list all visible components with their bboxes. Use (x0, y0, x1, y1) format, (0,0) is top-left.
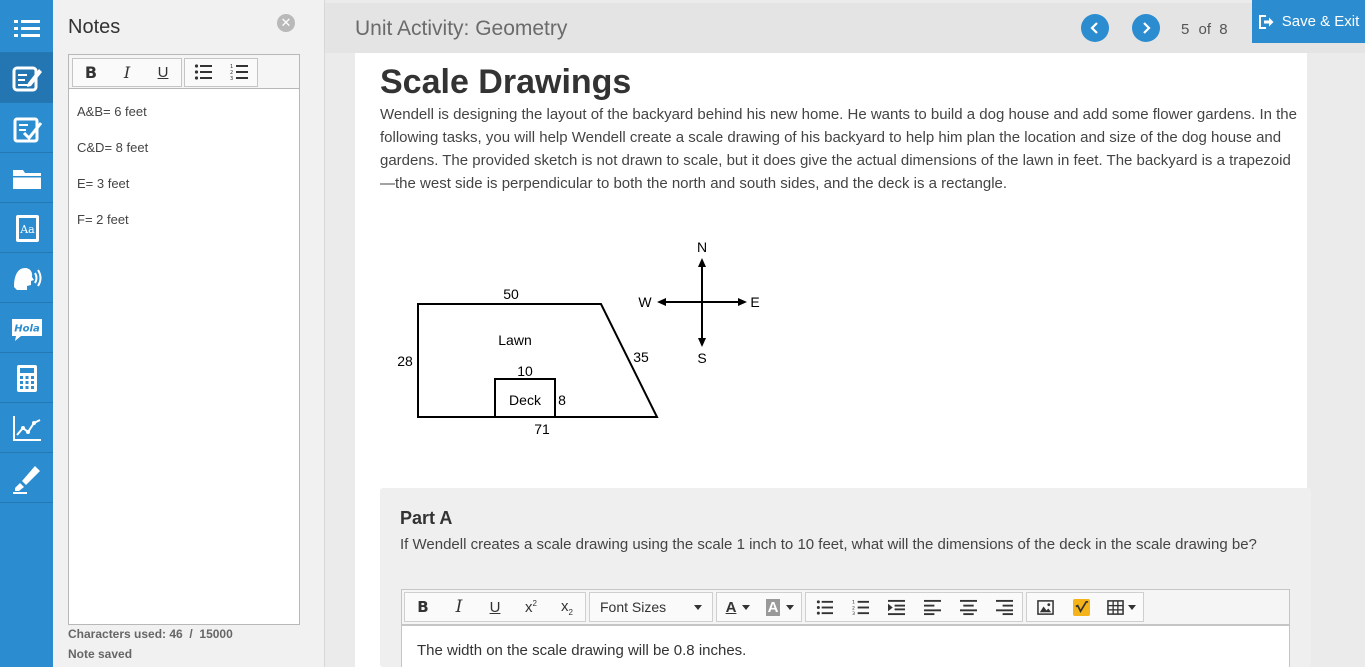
svg-text:Hola: Hola (13, 323, 40, 334)
notes-toolbar (68, 54, 300, 89)
save-and-exit-label: Save & Exit (1281, 13, 1360, 30)
list-icon (10, 11, 44, 45)
subscript-icon: $x_2$ (561, 597, 573, 617)
bullet-list-icon (194, 63, 212, 81)
background-color-button[interactable] (759, 593, 801, 621)
editor-bullet-list-button[interactable] (806, 593, 842, 621)
next-page-button[interactable] (1132, 14, 1160, 42)
notes-text-area[interactable] (68, 88, 300, 625)
highlighter-button[interactable] (0, 453, 53, 503)
label-lawn: Lawn (498, 332, 532, 348)
text-to-speech-button[interactable] (0, 253, 53, 303)
font-size-group (589, 592, 713, 622)
editor-bold-button[interactable] (405, 593, 441, 621)
main-area (325, 0, 1365, 667)
insert-group (1026, 592, 1144, 622)
note-line: E= 3 feet (77, 176, 130, 191)
insert-equation-button[interactable] (1063, 593, 1099, 621)
character-count: Characters used: 46 / 15000 (68, 627, 233, 641)
bold-icon: B (417, 598, 429, 616)
graph-icon (10, 411, 44, 445)
compass-south: S (697, 350, 707, 366)
insert-table-button[interactable] (1099, 593, 1143, 621)
paragraph-group (805, 592, 1023, 622)
italic-icon: I (455, 597, 463, 617)
dictionary-icon (10, 211, 44, 245)
compass-rose (638, 239, 759, 366)
svg-text:1: 1 (851, 600, 855, 606)
notes-panel (53, 0, 325, 667)
folder-button[interactable] (0, 153, 53, 203)
background-color-icon: A (767, 598, 779, 616)
answer-editor-toolbar (401, 589, 1290, 625)
text-to-speech-icon (10, 261, 44, 295)
indent-icon (888, 599, 905, 616)
intro-paragraph: Wendell is designing the layout of the backyard behind his new home. He wants to build a dog house and add some flower gardens. In the following tasks, you will help Wendell create a scale drawing of his backyard to help him plan the location and size of the dog house and gardens. The provided sketch is not drawn to scale, but it does give the actual dimensions of the lawn in feet. The backyard is a trapezoid—the west side is perpendicular to both the north and south sides, and the deck is a rectangle. (380, 106, 1297, 192)
calculator-button[interactable] (0, 353, 53, 403)
close-icon: ✕ (280, 15, 292, 30)
editor-italic-button[interactable] (441, 593, 477, 621)
editor-superscript-button[interactable] (513, 593, 549, 621)
label-slant-length: 35 (633, 349, 649, 365)
insert-image-button[interactable] (1027, 593, 1063, 621)
page-heading: Scale Drawings (380, 63, 632, 101)
compass-east: E (750, 294, 760, 310)
exit-icon (1258, 14, 1274, 30)
note-save-status: Note saved (68, 647, 133, 661)
editor-underline-button[interactable] (477, 593, 513, 621)
answer-text: The width on the scale drawing will be 0.8 inches. (417, 642, 747, 659)
svg-text:2: 2 (851, 605, 855, 611)
part-a-title: Part A (400, 508, 453, 528)
activity-content (355, 53, 1307, 667)
editor-align-center-button[interactable] (950, 593, 986, 621)
chevron-right-icon (1139, 21, 1153, 35)
page-indicator (1180, 20, 1228, 39)
answer-text-area[interactable] (401, 625, 1290, 667)
page-of-label: of (1198, 21, 1212, 38)
font-sizes-dropdown[interactable] (590, 593, 712, 621)
graph-button[interactable] (0, 403, 53, 453)
chevron-down-icon (1128, 605, 1136, 610)
notes-format-group (72, 58, 182, 87)
chevron-left-icon (1088, 21, 1102, 35)
chevron-down-icon (694, 605, 702, 610)
part-a-section (380, 488, 1311, 667)
part-a-question: If Wendell creates a scale drawing using the scale 1 inch to 10 feet, what will the dimensions of the deck in the scale drawing be? (400, 536, 1257, 553)
notes-numbered-list-button[interactable] (221, 59, 257, 86)
chevron-down-icon (742, 605, 750, 610)
table-icon (1107, 599, 1124, 616)
chevron-down-icon (786, 605, 794, 610)
unit-title: Unit Activity: Geometry (355, 17, 568, 40)
current-page[interactable]: 5 (1181, 21, 1190, 38)
editor-align-left-button[interactable] (914, 593, 950, 621)
label-bottom-length: 71 (534, 421, 550, 437)
total-pages: 8 (1219, 21, 1228, 38)
bold-icon: B (84, 62, 98, 82)
table-of-contents-button[interactable] (0, 3, 53, 53)
note-line: F= 2 feet (77, 212, 129, 227)
dictionary-button[interactable] (0, 203, 53, 253)
close-notes-button[interactable] (277, 14, 295, 32)
svg-text:2: 2 (230, 70, 234, 76)
underline-icon: U (489, 598, 501, 616)
editor-subscript-button[interactable] (549, 593, 585, 621)
text-color-icon: A (725, 598, 737, 616)
notes-list-group (184, 58, 258, 87)
checklist-icon (10, 111, 44, 145)
bullet-list-icon (816, 599, 833, 616)
note-line: A&B= 6 feet (77, 104, 147, 119)
font-sizes-label: Font Sizes (600, 599, 667, 615)
align-left-icon (924, 599, 941, 616)
text-color-button[interactable] (717, 593, 759, 621)
numbered-list-icon (230, 63, 248, 81)
equation-icon (1073, 599, 1090, 616)
notes-underline-button[interactable] (145, 59, 181, 86)
numbered-list-icon (852, 599, 869, 616)
activity-header (325, 3, 1365, 53)
editor-numbered-list-button[interactable] (842, 593, 878, 621)
compass-west: W (638, 294, 652, 310)
highlighter-icon (10, 461, 44, 495)
translation-icon (10, 311, 44, 345)
italic-icon: I (123, 62, 131, 82)
notes-bold-button[interactable] (73, 59, 109, 86)
svg-text:3: 3 (230, 76, 234, 81)
label-left-length: 28 (397, 353, 413, 369)
label-deck: Deck (509, 392, 541, 408)
notes-italic-button[interactable] (109, 59, 145, 86)
align-center-icon (960, 599, 977, 616)
previous-page-button[interactable] (1081, 14, 1109, 42)
folder-icon (10, 161, 44, 195)
editor-format-group (404, 592, 586, 622)
label-top-length: 50 (503, 286, 519, 302)
editor-indent-button[interactable] (878, 593, 914, 621)
editor-align-right-button[interactable] (986, 593, 1022, 621)
image-icon (1037, 599, 1054, 616)
note-line: C&D= 8 feet (77, 140, 149, 155)
label-deck-width: 10 (517, 363, 533, 379)
color-group (716, 592, 802, 622)
notes-bullet-list-button[interactable] (185, 59, 221, 86)
svg-text:Aa: Aa (19, 222, 35, 236)
notes-title: Notes (68, 16, 121, 38)
notes-button[interactable] (0, 53, 53, 103)
save-and-exit-button[interactable] (1252, 0, 1365, 43)
compass-north: N (696, 239, 708, 255)
backyard-diagram (385, 233, 785, 443)
translation-button[interactable] (0, 303, 53, 353)
underline-icon: U (157, 63, 169, 81)
notes-icon (10, 61, 44, 95)
calculator-icon (10, 361, 44, 395)
label-deck-height: 8 (558, 392, 566, 408)
superscript-icon: $x^2$ (525, 598, 537, 616)
svg-text:1: 1 (230, 64, 234, 70)
svg-text:3: 3 (851, 611, 855, 616)
checklist-button[interactable] (0, 103, 53, 153)
align-right-icon (996, 599, 1013, 616)
tools-sidebar (0, 0, 53, 667)
